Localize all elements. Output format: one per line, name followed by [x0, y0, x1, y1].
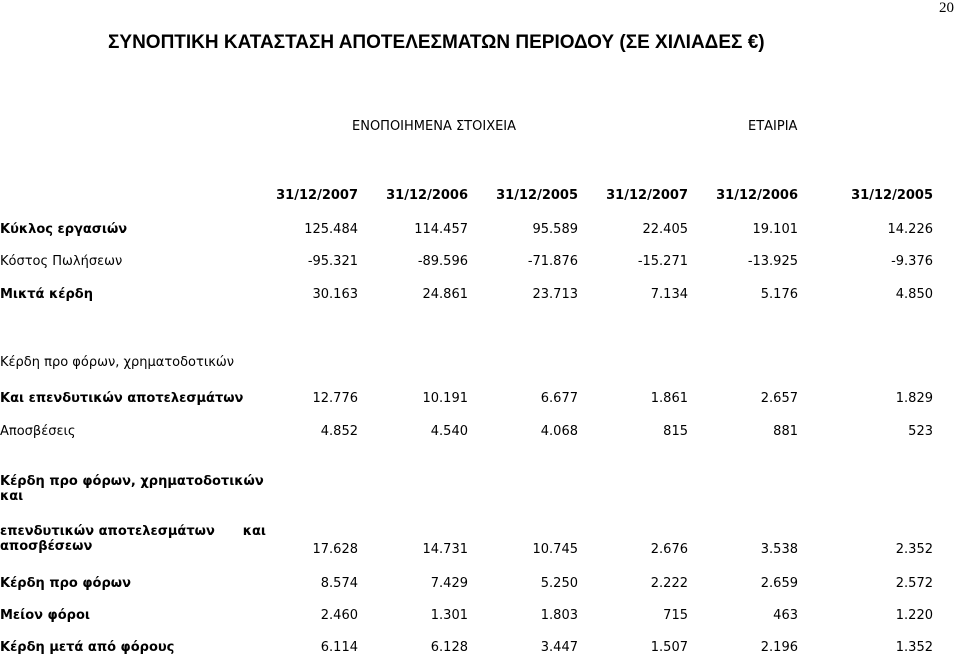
table-cell: 17.628 — [312, 542, 358, 557]
table-cell: 2.657 — [760, 391, 798, 406]
row-label: Αποσβέσεις — [0, 424, 76, 439]
table-cell: 1.220 — [895, 608, 933, 623]
group-header-consolidated: ΕΝΟΠΟΙΗΜΕΝΑ ΣΤΟΙΧΕΙΑ — [352, 119, 517, 134]
table-cell: 523 — [908, 424, 933, 439]
table-cell: 5.176 — [760, 287, 798, 302]
column-header-3: 31/12/2007 — [606, 188, 688, 203]
table-cell: 125.484 — [304, 222, 358, 237]
row-label-part: αποσβέσεων — [0, 539, 93, 554]
table-cell: 815 — [663, 424, 688, 439]
table-cell: 6.677 — [540, 391, 578, 406]
column-header-4: 31/12/2006 — [716, 188, 798, 203]
table-cell: 1.352 — [895, 640, 933, 655]
table-cell: 5.250 — [540, 576, 578, 591]
table-cell: 10.745 — [532, 542, 578, 557]
column-header-0: 31/12/2007 — [276, 188, 358, 203]
table-cell: 4.850 — [895, 287, 933, 302]
row-label — [0, 474, 264, 504]
table-cell: 2.676 — [650, 542, 688, 557]
table-cell: 2.460 — [320, 608, 358, 623]
table-cell: 10.191 — [422, 391, 468, 406]
table-cell: 1.803 — [540, 608, 578, 623]
table-cell: 4.068 — [540, 424, 578, 439]
table-cell: 3.538 — [760, 542, 798, 557]
column-header-5: 31/12/2005 — [851, 188, 933, 203]
table-cell: -89.596 — [417, 254, 468, 269]
page-number: 20 — [939, 0, 954, 16]
page-title: ΣΥΝΟΠΤΙΚΗ ΚΑΤΑΣΤΑΣΗ ΑΠΟΤΕΛΕΣΜΑΤΩΝ ΠΕΡΙΟΔΟΥ (ΣΕ ΧΙΛΙΑΔΕΣ €) — [108, 32, 765, 53]
table-cell: 14.226 — [887, 222, 933, 237]
table-cell: -15.271 — [637, 254, 688, 269]
row-label: Κέρδη προ φόρων — [0, 576, 131, 591]
table-cell: 6.114 — [320, 640, 358, 655]
column-header-2: 31/12/2005 — [496, 188, 578, 203]
table-cell: 7.429 — [430, 576, 468, 591]
table-cell: 8.574 — [320, 576, 358, 591]
row-label-part: επενδυτικών αποτελεσμάτων — [0, 524, 215, 539]
table-cell: 114.457 — [414, 222, 468, 237]
row-label: Κόστος Πωλήσεων — [0, 254, 123, 269]
group-header-company: ΕΤΑΙΡΙΑ — [748, 119, 798, 134]
row-label: Κύκλος εργασιών — [0, 222, 128, 237]
row-label: Κέρδη μετά από φόρους — [0, 640, 175, 655]
table-cell: 1.507 — [650, 640, 688, 655]
table-cell: 4.540 — [430, 424, 468, 439]
row-label-part: Κέρδη προ φόρων, χρηματοδοτικών — [0, 474, 264, 489]
row-label: Και επενδυτικών αποτελεσμάτων — [0, 391, 244, 406]
table-cell: 715 — [663, 608, 688, 623]
table-cell: 30.163 — [312, 287, 358, 302]
table-cell: 7.134 — [650, 287, 688, 302]
table-cell: 3.447 — [540, 640, 578, 655]
table-cell: 2.659 — [760, 576, 798, 591]
table-cell: 6.128 — [430, 640, 468, 655]
row-label-part: και — [242, 524, 266, 539]
table-cell: 19.101 — [752, 222, 798, 237]
table-cell: 463 — [773, 608, 798, 623]
table-cell: 2.572 — [895, 576, 933, 591]
table-cell: 24.861 — [422, 287, 468, 302]
table-cell: 1.301 — [430, 608, 468, 623]
column-header-1: 31/12/2006 — [386, 188, 468, 203]
row-label: Μικτά κέρδη — [0, 287, 93, 302]
table-cell: 95.589 — [532, 222, 578, 237]
table-cell: 1.861 — [650, 391, 688, 406]
table-cell: 14.731 — [422, 542, 468, 557]
table-cell: 2.352 — [895, 542, 933, 557]
table-cell: 22.405 — [642, 222, 688, 237]
table-cell: 881 — [773, 424, 798, 439]
row-label — [0, 524, 266, 554]
table-cell: 2.196 — [760, 640, 798, 655]
row-label-part: και — [0, 489, 24, 504]
table-cell: -95.321 — [307, 254, 358, 269]
table-cell: 4.852 — [320, 424, 358, 439]
row-label: Κέρδη προ φόρων, χρηματοδοτικών — [0, 355, 235, 370]
table-cell: -13.925 — [747, 254, 798, 269]
table-cell: -71.876 — [527, 254, 578, 269]
table-cell: 1.829 — [895, 391, 933, 406]
table-cell: 2.222 — [650, 576, 688, 591]
table-cell: 23.713 — [532, 287, 578, 302]
table-cell: 12.776 — [312, 391, 358, 406]
table-cell: -9.376 — [891, 254, 933, 269]
row-label: Μείον φόροι — [0, 608, 90, 623]
